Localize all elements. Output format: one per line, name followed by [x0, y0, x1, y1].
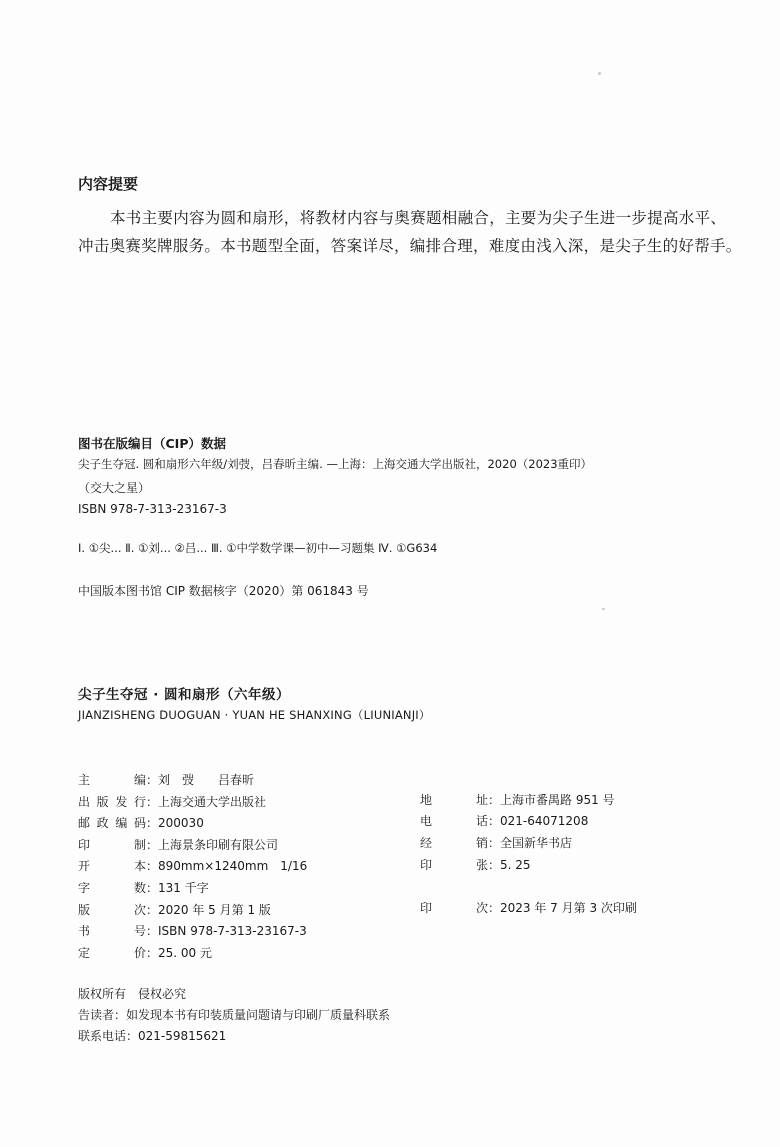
cip-line-1: 尖子生夺冠. 圆和扇形六年级/刘弢，吕春昕主编. —上海：上海交通大学出版社，2020（2023重印） [78, 457, 593, 471]
info-value: 25. 00 元 [158, 945, 212, 960]
info-label: 书 号 [78, 924, 146, 939]
info-value: 上海交通大学出版社 [158, 794, 267, 809]
info-row-address: 地 址：上海市番禺路 951 号 [420, 793, 615, 807]
scan-speck [602, 608, 605, 610]
info-value: 上海景条印刷有限公司 [158, 837, 279, 852]
cip-line-2: （交大之星） [78, 481, 151, 495]
info-value: ISBN 978-7-313-23167-3 [158, 924, 307, 939]
info-label: 邮政编码 [78, 816, 146, 831]
info-label: 版 次 [78, 902, 146, 917]
info-label: 字 数 [78, 880, 146, 895]
info-value: 2020 年 5 月第 1 版 [158, 902, 271, 917]
info-label: 开 本 [78, 859, 146, 874]
summary-line-1: 本书主要内容为圆和扇形，将教材内容与奥赛题相融合，主要为尖子生进一步提高水平、 [110, 209, 727, 227]
book-title-en: JIANZISHENG DUOGUAN · YUAN HE SHANXING（LIUNIANJI） [78, 708, 431, 722]
info-value: 890mm×1240mm 1/16 [158, 859, 308, 874]
info-row-sheets: 印 张：5. 25 [420, 858, 531, 872]
info-row-isbn: 书 号：ISBN 978-7-313-23167-3 [78, 921, 307, 943]
info-row-distributor: 经 销：全国新华书店 [420, 836, 573, 850]
summary-line-2: 冲击奥赛奖牌服务。本书题型全面，答案详尽，编排合理，难度由浅入深，是尖子生的好帮手。 [78, 237, 742, 255]
cip-classification: Ⅰ. ①尖... Ⅱ. ①刘... ②吕... Ⅲ. ①中学数学课—初中—习题集 Ⅳ. ①G634 [78, 541, 438, 555]
info-label: 地 址 [420, 793, 488, 807]
info-label: 经 销 [420, 836, 488, 850]
info-label: 定 价 [78, 945, 146, 960]
info-value: 上海市番禺路 951 号 [500, 793, 615, 807]
info-row-postcode: 邮政编码：200030 [78, 813, 307, 835]
cip-heading: 图书在版编目（CIP）数据 [78, 436, 226, 451]
info-label: 主 编 [78, 773, 146, 787]
info-row-edition: 版 次：2020 年 5 月第 1 版 [78, 900, 307, 922]
info-value: 200030 [158, 816, 204, 831]
info-value: 全国新华书店 [500, 836, 573, 850]
info-row-phone: 电 话：021-64071208 [420, 814, 589, 828]
contact-phone: 联系电话：021-59815621 [78, 1029, 227, 1043]
info-row-price: 定 价：25. 00 元 [78, 943, 307, 965]
reader-notice: 告读者：如发现本书有印装质量问题请与印刷厂质量科联系 [78, 1008, 391, 1022]
book-title-cn: 尖子生夺冠 · 圆和扇形（六年级） [78, 687, 291, 703]
summary-title: 内容提要 [78, 175, 139, 193]
info-value: 刘 弢 吕春昕 [158, 773, 255, 787]
info-label: 电 话 [420, 814, 488, 828]
info-row-printer: 印 制：上海景条印刷有限公司 [78, 835, 307, 857]
info-label: 印 次 [420, 901, 488, 915]
info-row-format: 开 本：890mm×1240mm 1/16 [78, 856, 307, 878]
info-value: 021-64071208 [500, 814, 589, 828]
info-label: 印 制 [78, 837, 146, 852]
rights-notice: 版权所有 侵权必究 [78, 987, 187, 1001]
info-left-column [78, 770, 307, 964]
info-value: 5. 25 [500, 858, 531, 872]
scan-speck [598, 72, 601, 75]
info-value: 131 千字 [158, 880, 209, 895]
cip-record: 中国版本图书馆 CIP 数据核字（2020）第 061843 号 [78, 584, 369, 598]
info-value: 2023 年 7 月第 3 次印刷 [500, 901, 637, 915]
info-row-wordcount: 字 数：131 千字 [78, 878, 307, 900]
info-row-editor: 主 编：刘 弢 吕春昕 [78, 770, 307, 792]
info-label: 出版发行 [78, 794, 146, 809]
info-row-publisher: 出版发行：上海交通大学出版社 [78, 792, 307, 814]
info-label: 印 张 [420, 858, 488, 872]
info-row-printing: 印 次：2023 年 7 月第 3 次印刷 [420, 901, 637, 915]
cip-isbn: ISBN 978-7-313-23167-3 [78, 502, 227, 516]
